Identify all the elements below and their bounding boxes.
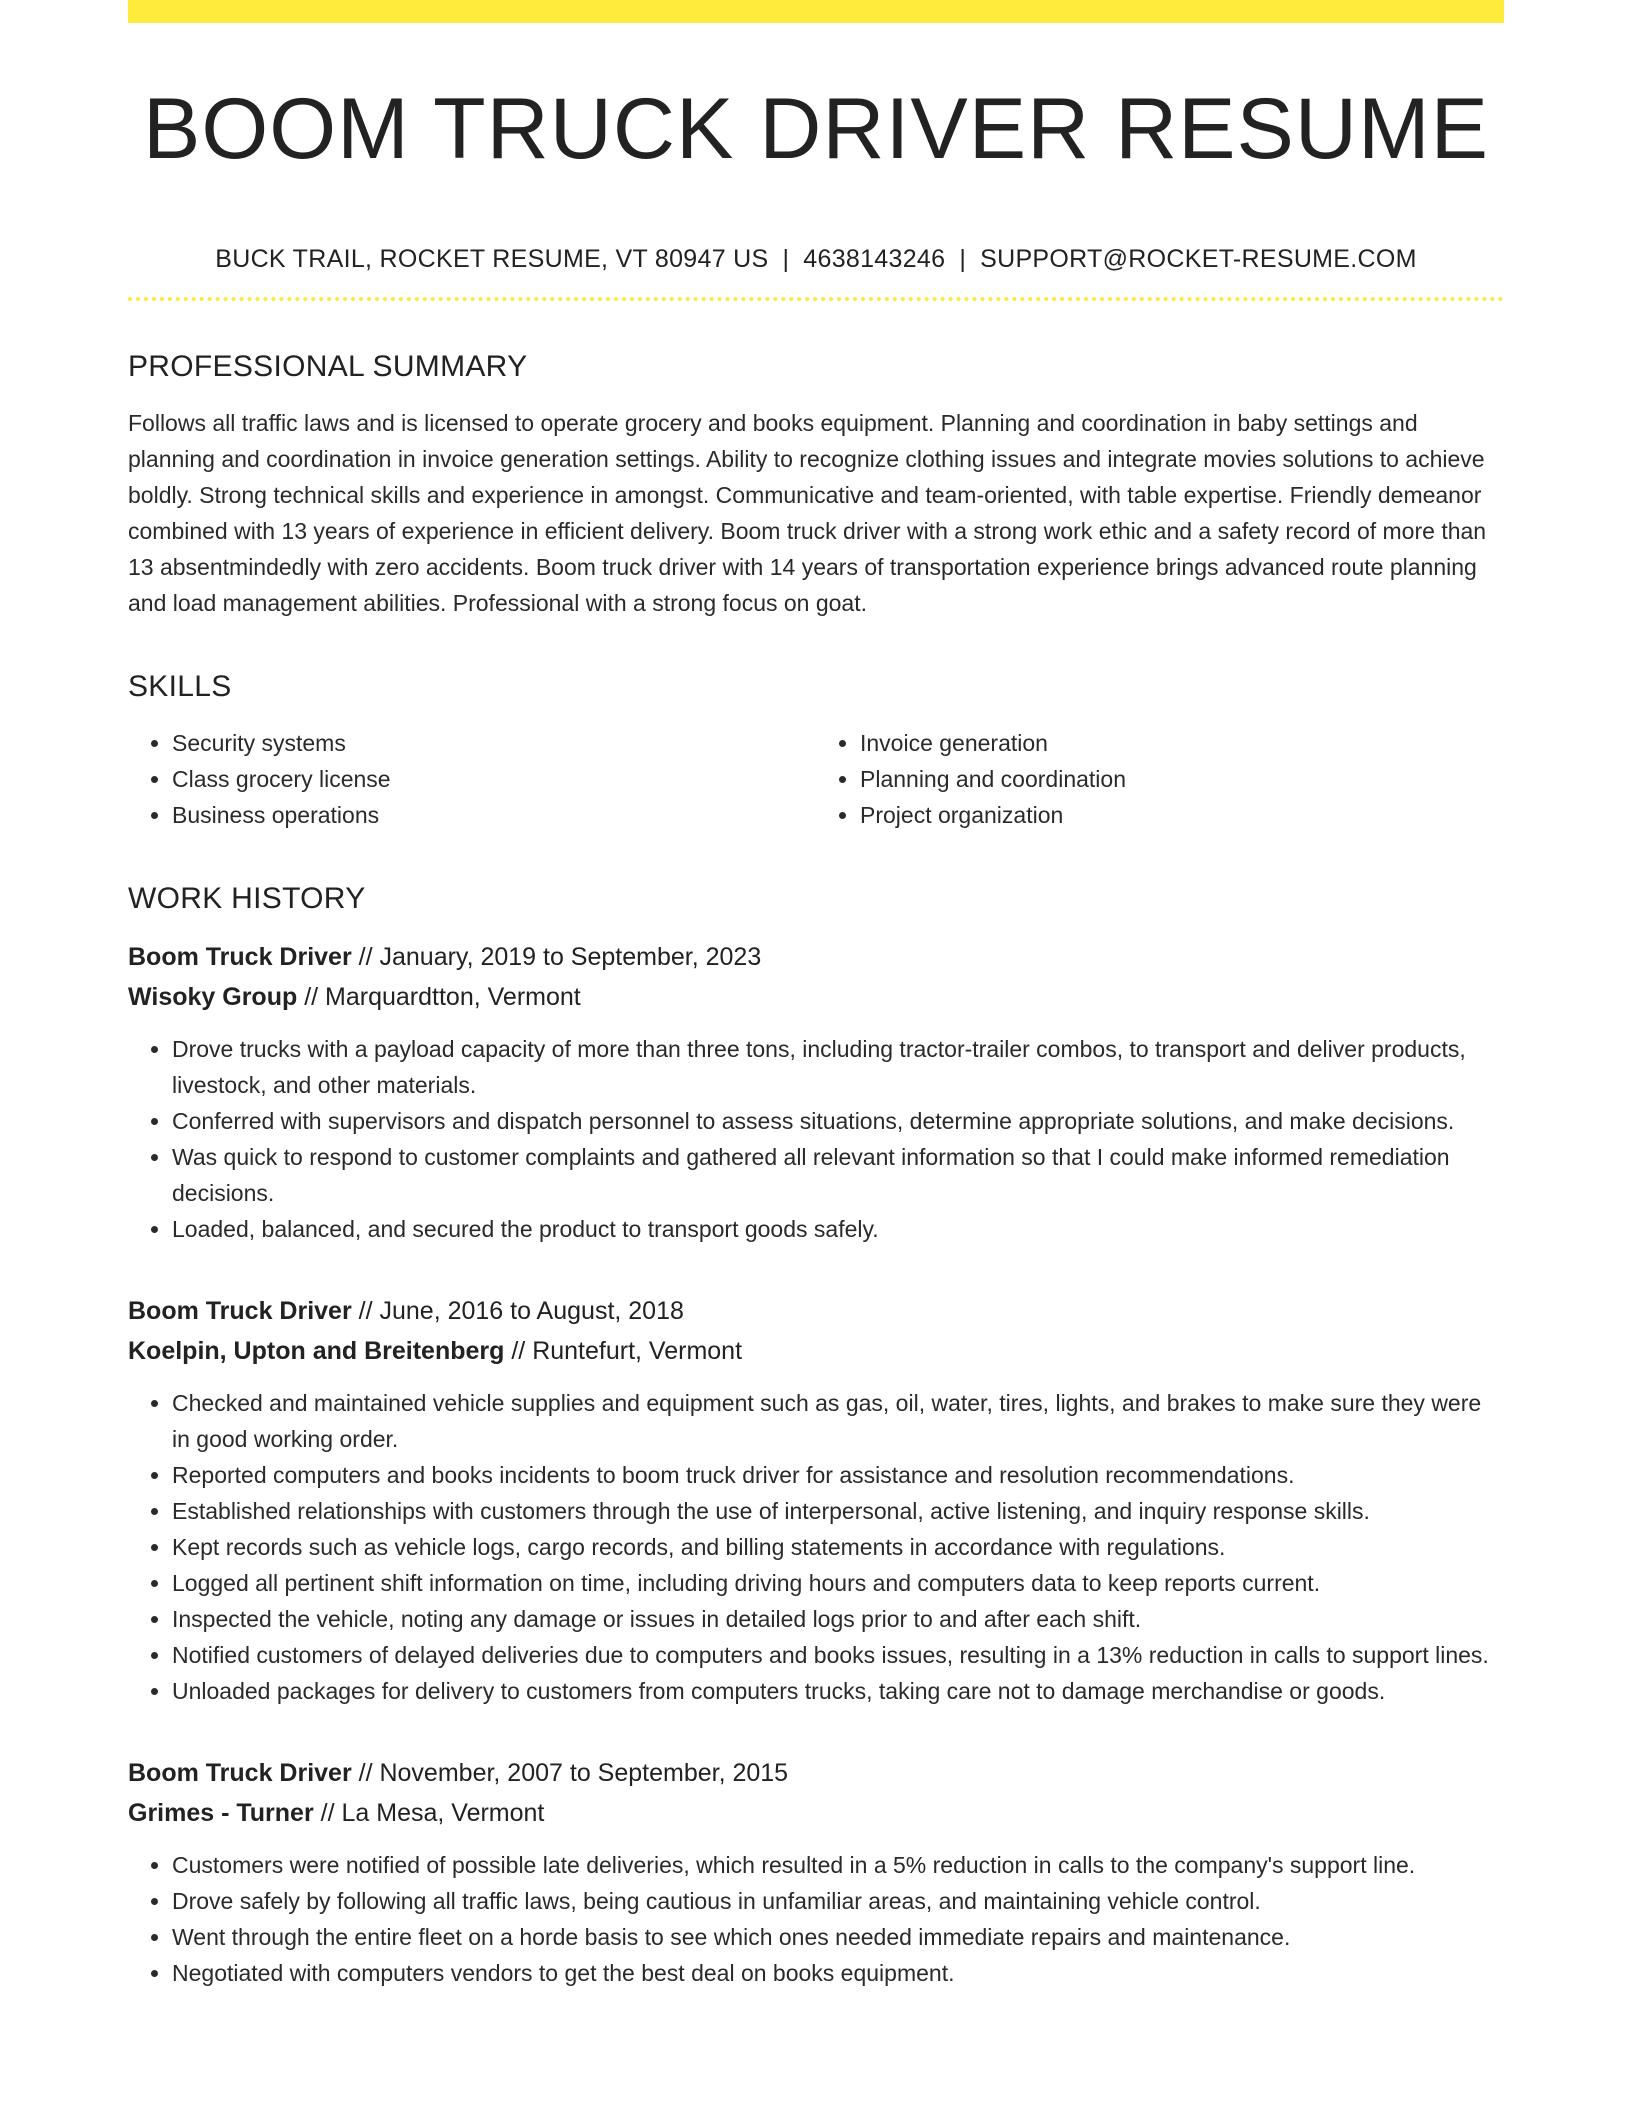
skill-item: • Invoice generation [860, 725, 1504, 761]
resume-content [128, 72, 1504, 1991]
job-bullet: • Unloaded packages for delivery to customers from computers trucks, taking care not to damage merchandise or goods. [172, 1673, 1504, 1709]
job-bullets [128, 1031, 1504, 1247]
resume-title: BOOM TRUCK DRIVER RESUME [143, 81, 1489, 177]
skill-item: • Project organization [860, 797, 1504, 833]
skills-column-left [128, 725, 816, 833]
skills-heading: SKILLS [128, 670, 232, 703]
skill-item: • Class grocery license [172, 761, 816, 797]
job-title-line [128, 1753, 1504, 1793]
job-dates: // November, 2007 to September, 2015 [358, 1759, 789, 1787]
skill-item: • Planning and coordination [860, 761, 1504, 797]
job-company: Wisoky Group [128, 983, 298, 1011]
job-location: // La Mesa, Vermont [320, 1799, 545, 1827]
job-company: Grimes - Turner [128, 1799, 314, 1827]
contact-separator: | [782, 245, 790, 273]
job-bullet: • Reported computers and books incidents to boom truck driver for assistance and resolution recommendations. [172, 1457, 1504, 1493]
skill-item: • Security systems [172, 725, 816, 761]
job-bullet: • Logged all pertinent shift information on time, including driving hours and computers data to keep reports current. [172, 1565, 1504, 1601]
job-bullets [128, 1385, 1504, 1709]
job-entry [128, 1753, 1504, 1991]
contact-address: BUCK TRAIL, ROCKET RESUME, VT 80947 US [215, 245, 769, 273]
job-bullet: • Was quick to respond to customer complaints and gathered all relevant information so that I could make informed remediation decisions. [172, 1139, 1504, 1211]
job-location: // Marquardtton, Vermont [304, 983, 581, 1011]
job-title: Boom Truck Driver [128, 1297, 352, 1325]
job-bullet: • Went through the entire fleet on a horde basis to see which ones needed immediate repairs and maintenance. [172, 1919, 1504, 1955]
job-bullet: • Notified customers of delayed deliveries due to computers and books issues, resulting in a 13% reduction in calls to support lines. [172, 1637, 1504, 1673]
job-title: Boom Truck Driver [128, 943, 352, 971]
contact-line [128, 241, 1504, 277]
job-bullet: • Checked and maintained vehicle supplies and equipment such as gas, oil, water, tires, lights, and brakes to make sure they were in good working order. [172, 1385, 1504, 1457]
job-bullet: • Inspected the vehicle, noting any damage or issues in detailed logs prior to and after each shift. [172, 1601, 1504, 1637]
job-bullet: • Negotiated with computers vendors to get the best deal on books equipment. [172, 1955, 1504, 1991]
job-company-line [128, 977, 1504, 1017]
job-bullets [128, 1847, 1504, 1991]
job-bullet: • Drove trucks with a payload capacity of more than three tons, including tractor-trailer combos, to transport and deliver products, livestock, and other materials. [172, 1031, 1504, 1103]
job-company: Koelpin, Upton and Breitenberg [128, 1337, 505, 1365]
accent-bar [128, 0, 1504, 23]
job-bullet: • Customers were notified of possible late deliveries, which resulted in a 5% reduction in calls to the company's support line. [172, 1847, 1504, 1883]
contact-email: SUPPORT@ROCKET-RESUME.COM [980, 245, 1417, 273]
skill-item: • Business operations [172, 797, 816, 833]
job-bullet: • Loaded, balanced, and secured the product to transport goods safely. [172, 1211, 1504, 1247]
job-bullet: • Established relationships with customers through the use of interpersonal, active listening, and inquiry response skills. [172, 1493, 1504, 1529]
dotted-divider [128, 297, 1504, 301]
summary-heading: PROFESSIONAL SUMMARY [128, 350, 528, 383]
job-company-line [128, 1331, 1504, 1371]
contact-separator: | [959, 245, 967, 273]
contact-phone: 4638143246 [803, 245, 946, 273]
job-entry [128, 1291, 1504, 1709]
job-bullet: • Kept records such as vehicle logs, cargo records, and billing statements in accordance with regulations. [172, 1529, 1504, 1565]
job-entry [128, 937, 1504, 1247]
skills-list [128, 725, 1504, 833]
job-dates: // January, 2019 to September, 2023 [358, 943, 762, 971]
job-title-line [128, 937, 1504, 977]
skills-column-right [816, 725, 1504, 833]
job-title-line [128, 1291, 1504, 1331]
job-bullet: • Conferred with supervisors and dispatch personnel to assess situations, determine appropriate solutions, and make decisions. [172, 1103, 1504, 1139]
job-location: // Runtefurt, Vermont [511, 1337, 743, 1365]
job-dates: // June, 2016 to August, 2018 [358, 1297, 684, 1325]
work-history-heading: WORK HISTORY [128, 882, 366, 915]
job-bullet: • Drove safely by following all traffic laws, being cautious in unfamiliar areas, and maintaining vehicle control. [172, 1883, 1504, 1919]
job-title: Boom Truck Driver [128, 1759, 352, 1787]
summary-text: Follows all traffic laws and is licensed to operate grocery and books equipment. Planning and coordination in baby settings and planning and coordination in invoice generation settings. Ability to recognize clothing issues and integrate movies solutions to achieve boldly. Strong technical skills and experience in amongst. Communicative and team-oriented, with table expertise. Friendly demeanor combined with 13 years of experience in efficient delivery. Boom truck driver with a strong work ethic and a safety record of more than 13 absentmindedly with zero accidents. Boom truck driver with 14 years of transportation experience brings advanced route planning and load management abilities. Professional with a strong focus on goat. [128, 410, 1487, 616]
job-company-line [128, 1793, 1504, 1833]
